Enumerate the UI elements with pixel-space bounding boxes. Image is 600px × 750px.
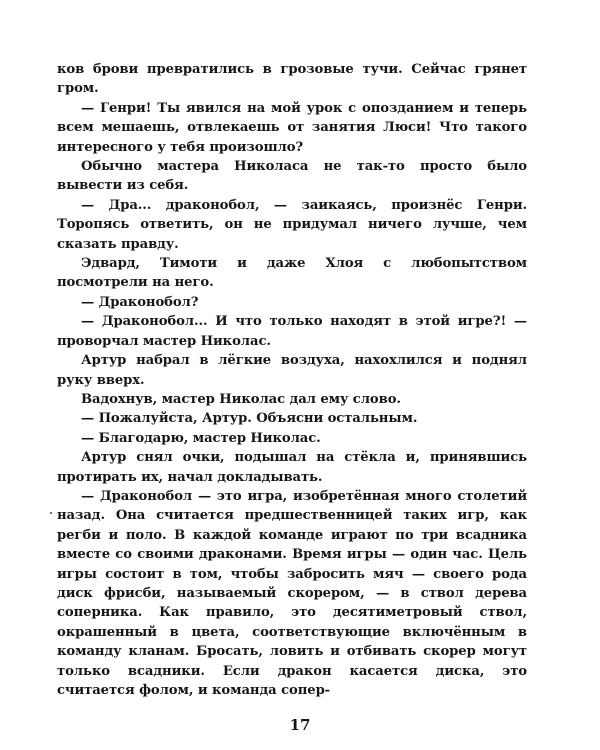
paragraph-13: — Драконобол — это игра, изобретённая много столетий назад. Она считается предшественницей таких игр, как регби и поло. В каждой команде играют по три всадника вместе со своими драконами. Время игры — один час. Цель игры состоит в том, чтобы забросить мяч — своего рода диск фрисби, называемый скорером, — в ствол дерева соперника. Как правило, это десятиметровый ствол, окрашенный в цвета, соответствующие включённым в команду кланам. Бросать, ловить и отбивать скорер могут только всадники. Если дракон касается диска, это считается фолом, и команда сопер- <box>57 488 527 698</box>
paragraph-7: — Драконобол... И что только находят в этой игре?! — проворчал мастер Николас. <box>57 314 527 349</box>
paragraph-10: — Пожалуйста, Артур. Объясни остальным. <box>81 411 418 427</box>
paragraph-8: Артур набрал в лёгкие воздуха, нахохлился и поднял руку вверх. <box>57 353 527 388</box>
paragraph-3: Обычно мастера Николаса не так-то просто было вывести из себя. <box>57 159 527 194</box>
paragraph-5: Эдвард, Тимоти и даже Хлоя с любопытством посмотрели на него. <box>57 256 527 291</box>
paragraph-4: — Дра... драконобол, — заикаясь, произнёс Генри. Торопясь ответить, он не придумал ничего лучше, чем сказать правду. <box>57 197 527 252</box>
paragraph-1: ков брови превратились в грозовые тучи. Сейчас грянет гром. <box>57 62 527 97</box>
page-body-text <box>57 60 527 700</box>
paragraph-2: — Генри! Ты явился на мой урок с опозданием и теперь всем мешаешь, отвлекаешь от занятия Люси! Что такого интересного у тебя произошло? <box>57 100 527 155</box>
paragraph-11: — Благодарю, мастер Николас. <box>81 430 321 446</box>
page-number: 17 <box>289 716 311 734</box>
paragraph-12: Артур снял очки, подышал на стёкла и, принявшись протирать их, начал докладывать. <box>57 450 527 485</box>
print-speck <box>50 512 52 514</box>
paragraph-6: — Драконобол? <box>81 294 199 310</box>
paragraph-9: Вадохнув, мастер Николас дал ему слово. <box>81 391 401 407</box>
